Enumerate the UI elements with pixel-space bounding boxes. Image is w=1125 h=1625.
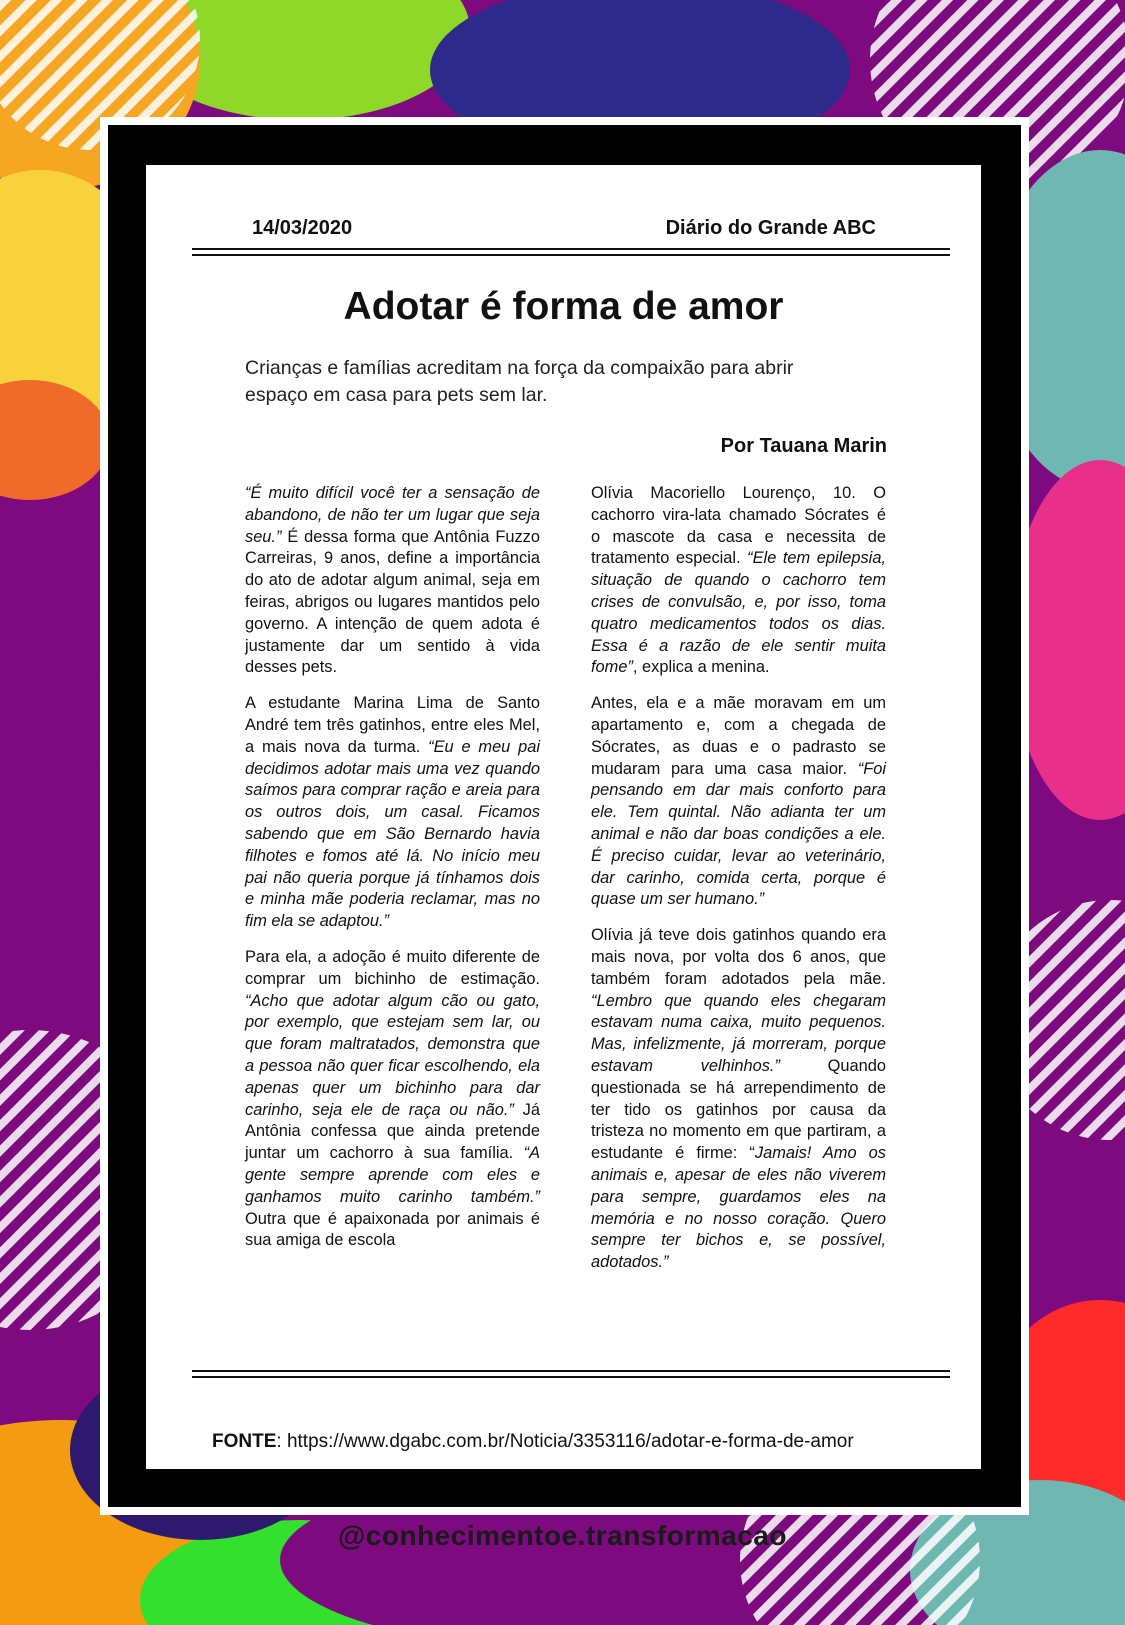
article-column-1: [245, 483, 540, 1266]
body-text: Já Antônia confessa que ainda pretende juntar um cachorro à sua família.: [245, 1100, 540, 1163]
quote-text: “É muito difícil você ter a sensação de abandono, de não ter um lugar que seja seu.”: [245, 484, 540, 546]
body-text: É dessa forma que Antônia Fuzzo Carreiras, 9 anos, define a importância do ato de adotar algum animal, seja em feiras, abrigos ou lugares mantidos pelo governo. A intenção de quem adota é justamente dar um sentido à vida desses pets.: [245, 527, 540, 677]
body-text: Antes, ela e a mãe moravam em um apartamento e, com a chegada de Sócrates, as duas e o padrasto se mudaram para uma casa maior.: [591, 694, 886, 778]
newspaper-name: Diário do Grande ABC: [665, 217, 876, 239]
quote-text: “Lembro que quando eles chegaram estavam numa caixa, muito pequenos. Mas, infelizmente, já morreram, porque estavam velhinhos.”: [591, 991, 886, 1075]
body-text: , explica a menina.: [632, 658, 770, 677]
quote-text: Jamais! Amo os animais e, apesar de eles não viverem para sempre, guardamos eles na memória e no nosso coração. Quero sempre ter bichos e, se possível, adotados.”: [591, 1144, 886, 1272]
paragraph: [245, 483, 540, 679]
social-handle: @conhecimentoe.transformacao: [338, 1520, 787, 1551]
body-text: Para ela, a adoção é muito diferente de comprar um bichinho de estimação.: [245, 947, 540, 988]
footer-rule-top: [192, 1370, 950, 1372]
paragraph: [591, 693, 886, 911]
quote-text: “Acho que adotar algum cão ou gato, por exemplo, que estejam sem lar, ou que foram maltratados, demonstra que a pessoa não quer ficar escolhendo, ela apenas quer um bichinho para dar carinho, seja ele de raça ou não.”: [245, 991, 540, 1119]
newspaper-page: [146, 165, 981, 1469]
source-label: FONTE: [212, 1431, 277, 1452]
subheadline: Crianças e famílias acreditam na força da compaixão para abrir espaço em casa para pets sem lar.: [245, 357, 794, 406]
quote-text: “Eu e meu pai decidimos adotar mais uma vez quando saímos para comprar ração e areia para os outros dois, um casal. Ficamos sabendo que em São Bernardo havia filhotes e fomos até lá. No início meu pai não queria porque já tínhamos dois e minha mãe poderia reclamar, mas no fim ela se adaptou.”: [245, 737, 541, 931]
quote-text: “A gente sempre aprende com eles e ganhamos muito carinho também.”: [245, 1144, 540, 1206]
source-citation: [212, 1431, 854, 1453]
paragraph: [591, 483, 886, 679]
headline: Adotar é forma de amor: [343, 285, 784, 328]
header-rule-bottom: [192, 254, 950, 256]
body-text: Olívia Macoriello Lourenço, 10. O cachorro vira-lata chamado Sócrates é o mascote da casa e necessita de tratamento especial.: [591, 484, 886, 568]
body-text: A estudante Marina Lima de Santo André tem três gatinhos, entre eles Mel, a mais nova da turma.: [245, 694, 540, 756]
paragraph: [245, 947, 540, 1252]
article-column-2: [591, 483, 886, 1288]
article-date: 14/03/2020: [252, 217, 353, 239]
footer-rule-bottom: [192, 1376, 950, 1378]
paragraph: [245, 693, 540, 933]
body-text: Outra que é apaixonada por animais é sua amiga de escola: [245, 1209, 540, 1250]
body-text: Quando questionada se há arrependimento de ter tido os gatinhos por causa da tristeza no momento em que partiram, a estudante é firme: “: [591, 1056, 886, 1163]
quote-text: “Foi pensando em dar mais conforto para ele. Tem quintal. Não adianta ter um animal e não dar boas condições a ele. É preciso cuidar, levar ao veterinário, dar carinho, comida certa, porque é quase um ser humano.”: [591, 759, 886, 909]
source-url[interactable]: : https://www.dgabc.com.br/Noticia/3353116/adotar-e-forma-de-amor: [276, 1431, 854, 1452]
paragraph: [591, 925, 886, 1274]
byline: Por Tauana Marin: [720, 435, 887, 457]
body-text: Olívia já teve dois gatinhos quando era mais nova, por volta dos 6 anos, que também foram adotados pela mãe.: [591, 926, 886, 988]
header-rule-top: [192, 248, 950, 250]
quote-text: “Ele tem epilepsia, situação de quando o cachorro tem crises de convulsão, e, por isso, toma quatro medicamentos todos os dias. Essa é a razão de ele sentir muita fome”: [591, 549, 886, 677]
